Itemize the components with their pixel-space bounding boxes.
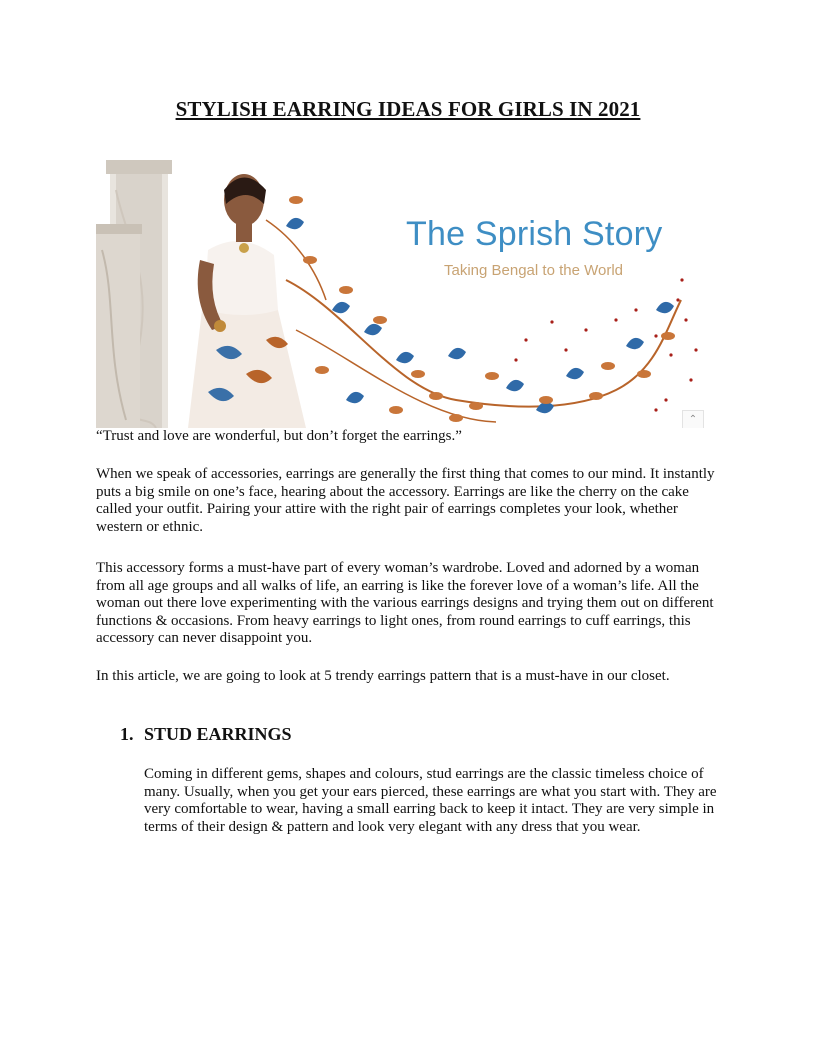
paragraph-article-scope: In this article, we are going to look at 5 trendy earrings pattern that is a must-have in our closet. <box>96 668 670 684</box>
section-title: STUD EARRINGS <box>144 724 292 744</box>
section-body: Coming in different gems, shapes and colours, stud earrings are the classic timeless choice of many. Usually, when you get your ears pierced, these earrings are what you start with. They are very comfortable to wear, having a small earring back to keep it intact. They are very simple in terms of their design & pattern and look very elegant with any dress that you wear. <box>144 766 717 835</box>
section-heading <box>120 724 292 745</box>
scroll-up-button[interactable] <box>682 410 704 428</box>
model-figure <box>188 174 306 428</box>
page-title: STYLISH EARRING IDEAS FOR GIRLS IN 2021 <box>175 97 641 121</box>
quote: “Trust and love are wonderful, but don’t forget the earrings.” <box>96 428 462 444</box>
chevron-up-icon: ⌃ <box>688 414 698 425</box>
section-number: 1. <box>120 724 134 744</box>
banner-image <box>96 160 706 428</box>
paragraph-intro: When we speak of accessories, earrings are generally the first thing that comes to our mind. It instantly puts a big smile on one’s face, hearing about the accessory. Earrings are like the cherry on the cake called your outfit. Pairing your attire with the right pair of earrings completes your look, whether western or ethnic. <box>96 466 715 535</box>
paragraph-wardrobe: This accessory forms a must-have part of every woman’s wardrobe. Loved and adorned by a woman from all age groups and all walks of life, an earring is like the forever love of a woman’s life. All the woman out there love experimenting with the various earrings designs and trying them out on different functions & occasions. From heavy earrings to light ones, from round earrings to cuff earrings, this accessory can never disappoint you. <box>96 560 714 646</box>
brand-title: The Sprish Story <box>406 215 663 253</box>
brand-subtitle: Taking Bengal to the World <box>444 262 623 279</box>
marble-columns <box>96 160 172 428</box>
banner-illustration <box>96 160 706 428</box>
